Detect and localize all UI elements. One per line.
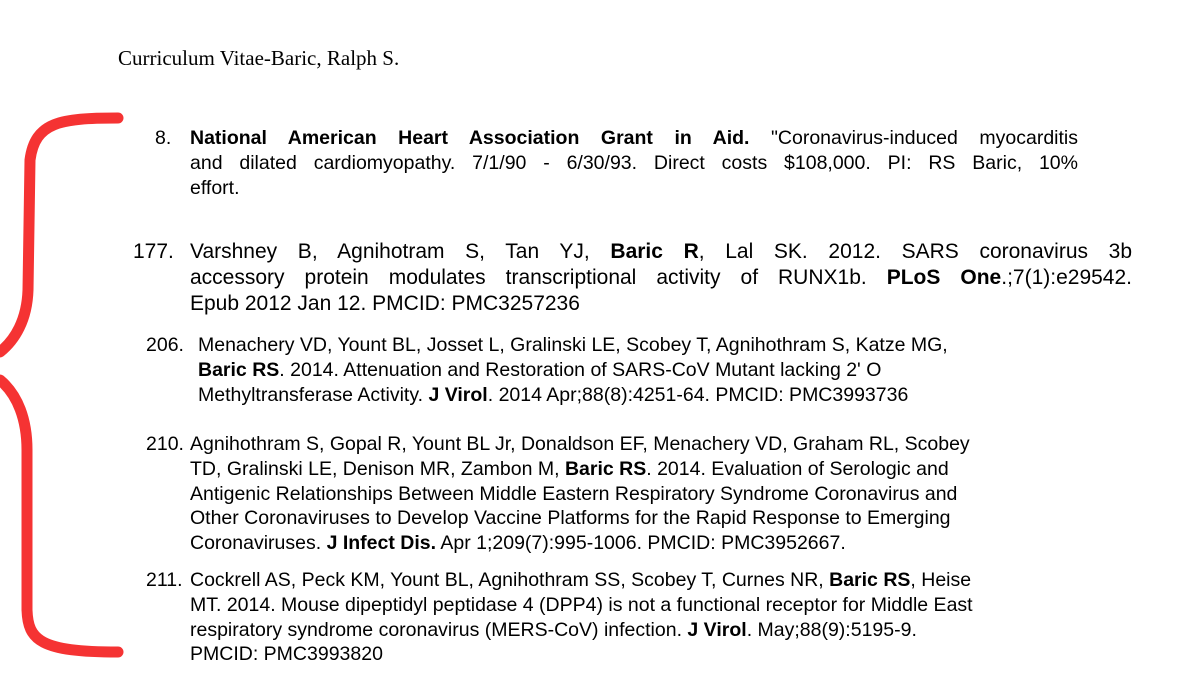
bold-text: Baric R (610, 240, 699, 263)
text-segment: . May;88(9):5195-9. (746, 618, 917, 641)
bold-text: Baric RS (829, 569, 911, 591)
red-bracket-annotation (0, 0, 140, 675)
text-segment: . 2014. Evaluation of Serologic and (646, 457, 949, 480)
text-segment: , Heise (910, 569, 972, 591)
text-segment: "Coronavirus-induced myocarditis (749, 127, 1078, 149)
entry-line (190, 619, 917, 642)
text-segment: MT. 2014. Mouse dipeptidyl peptidase 4 (DPP4) is not a functional receptor for Middle East (190, 593, 973, 616)
text-segment: TD, Gralinski LE, Denison MR, Zambon M, (190, 457, 565, 480)
text-segment: PMCID: PMC3993820 (190, 643, 383, 666)
text-segment: respiratory syndrome coronavirus (MERS-CoV) infection. (190, 618, 688, 641)
entry-line (198, 359, 881, 382)
entry-line (198, 334, 948, 357)
bold-text: J Virol (687, 618, 747, 641)
text-segment: , Lal SK. 2012. SARS coronavirus 3b (698, 240, 1133, 263)
entry-line (190, 594, 973, 617)
entry-line (190, 458, 949, 481)
entry-number: 210. (146, 433, 184, 455)
text-segment: Apr 1;209(7):995-1006. PMCID: PMC3952667. (436, 532, 846, 555)
entry-line (190, 127, 1078, 150)
document-header: Curriculum Vitae-Baric, Ralph S. (118, 46, 400, 70)
entry-line (190, 569, 971, 592)
entry-line (190, 152, 1078, 175)
text-segment: . 2014. Attenuation and Restoration of SARS-CoV Mutant lacking 2' O (279, 359, 882, 381)
text-segment: Menachery VD, Yount BL, Josset L, Gralinski LE, Scobey T, Agnihothram S, Katze MG, (198, 334, 948, 356)
entry-line (190, 507, 951, 530)
bold-text: J Infect Dis. (326, 532, 437, 555)
entry-line (190, 433, 970, 456)
text-segment: Coronaviruses. (190, 532, 327, 555)
bracket-lower (0, 380, 118, 652)
entry-line (190, 643, 383, 666)
entry-line (190, 177, 240, 200)
text-segment: Epub 2012 Jan 12. PMCID: PMC3257236 (190, 292, 580, 315)
bold-text: National American Heart Association Grant in Aid. (190, 127, 750, 149)
text-segment: Cockrell AS, Peck KM, Yount BL, Agnihothram SS, Scobey T, Curnes NR, (190, 569, 830, 591)
bold-text: Baric RS (198, 359, 280, 381)
entry-line (190, 292, 580, 316)
bold-text: Baric RS (564, 457, 647, 480)
entry-line (198, 384, 908, 407)
text-segment: accessory protein modulates transcriptional activity of RUNX1b. (190, 266, 887, 289)
text-segment: .;7(1):e29542. (1001, 266, 1132, 289)
entry-number: 8. (155, 127, 172, 149)
entry-line (190, 483, 957, 506)
entry-line (190, 266, 1132, 290)
text-segment: effort. (190, 177, 240, 199)
text-segment: . 2014 Apr;88(8):4251-64. PMCID: PMC3993736 (487, 384, 909, 406)
text-segment: Antigenic Relationships Between Middle Eastern Respiratory Syndrome Coronavirus and (190, 482, 958, 505)
text-segment: Varshney B, Agnihotram S, Tan YJ, (190, 240, 611, 263)
text-segment: Methyltransferase Activity. (198, 384, 429, 406)
text-segment: Other Coronaviruses to Develop Vaccine Platforms for the Rapid Response to Emerging (190, 507, 951, 530)
entry-line (190, 240, 1132, 264)
text-segment: and dilated cardiomyopathy. 7/1/90 - 6/30/93. Direct costs $108,000. PI: RS Baric, 10% (190, 152, 1078, 174)
entry-line (190, 532, 846, 555)
bold-text: PLoS One (886, 266, 1002, 289)
bracket-upper (0, 118, 118, 352)
entry-number: 177. (133, 240, 174, 263)
text-segment: Agnihothram S, Gopal R, Yount BL Jr, Donaldson EF, Menachery VD, Graham RL, Scobey (190, 433, 970, 455)
bold-text: J Virol (428, 384, 488, 406)
entry-number: 206. (146, 334, 184, 356)
entry-number: 211. (146, 569, 183, 591)
